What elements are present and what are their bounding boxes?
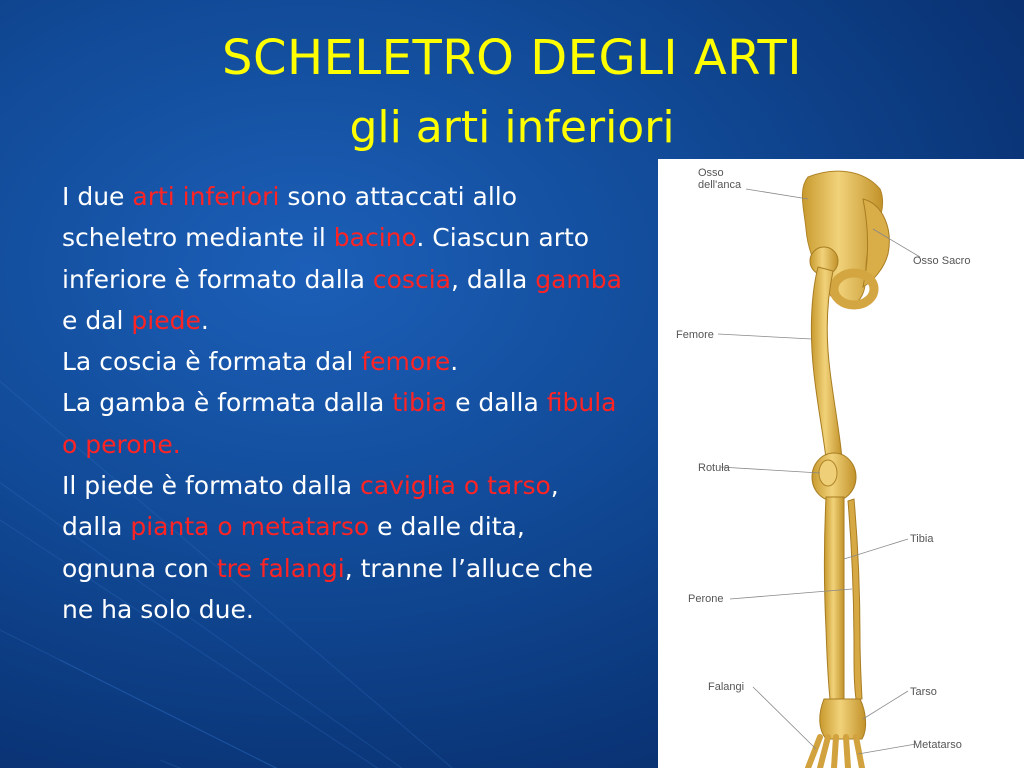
label-osso-sacro: Osso Sacro xyxy=(913,255,971,267)
label-osso-anca: Osso dell'anca xyxy=(698,167,742,191)
term-coscia: coscia xyxy=(372,264,451,294)
label-falangi: Falangi xyxy=(708,681,745,693)
term-fibula: fibula o perone. xyxy=(62,388,617,459)
term-piede: piede xyxy=(131,305,201,335)
body-text xyxy=(62,176,622,630)
fibula-bone xyxy=(848,499,862,699)
paragraph-3: La gamba è formata dalla tibia e dalla fibula o perone. xyxy=(62,388,617,459)
metatarsus-bones xyxy=(808,737,862,768)
label-femore: Femore xyxy=(676,329,714,341)
term-falangi: tre falangi xyxy=(216,553,345,583)
patella-bone xyxy=(819,460,837,486)
label-tibia: Tibia xyxy=(910,533,934,545)
term-tibia: tibia xyxy=(392,388,448,418)
tibia-bone xyxy=(825,497,845,699)
paragraph-2: La coscia è formata dal femore. xyxy=(62,347,459,377)
paragraph-4: Il piede è formato dalla caviglia o tarso, dalla pianta o metatarso e dalle dita, ognuna con tre falangi, tranne l’alluce che ne ha solo due. xyxy=(62,471,594,624)
label-rotula: Rotula xyxy=(698,462,730,474)
term-bacino: bacino xyxy=(333,223,417,253)
skeleton-figure xyxy=(658,159,1024,768)
label-metatarso: Metatarso xyxy=(913,739,962,751)
term-pianta: pianta o metatarso xyxy=(130,512,370,542)
term-caviglia: caviglia o tarso xyxy=(360,471,551,501)
label-tarso: Tarso xyxy=(910,686,937,698)
term-arti-inferiori: arti inferiori xyxy=(132,182,280,211)
label-perone: Perone xyxy=(688,593,724,605)
paragraph-1: I due arti inferiori sono attaccati allo scheletro mediante il bacino. Ciascun arto inferiore è formato dalla coscia, dalla gamba e dal piede. xyxy=(62,182,622,335)
tarsus-bones xyxy=(820,699,866,739)
term-femore: femore xyxy=(361,347,451,377)
slide-title: SCHELETRO DEGLI ARTI xyxy=(222,30,802,86)
slide-subtitle: gli arti inferiori xyxy=(349,102,675,153)
term-gamba: gamba xyxy=(535,264,622,294)
